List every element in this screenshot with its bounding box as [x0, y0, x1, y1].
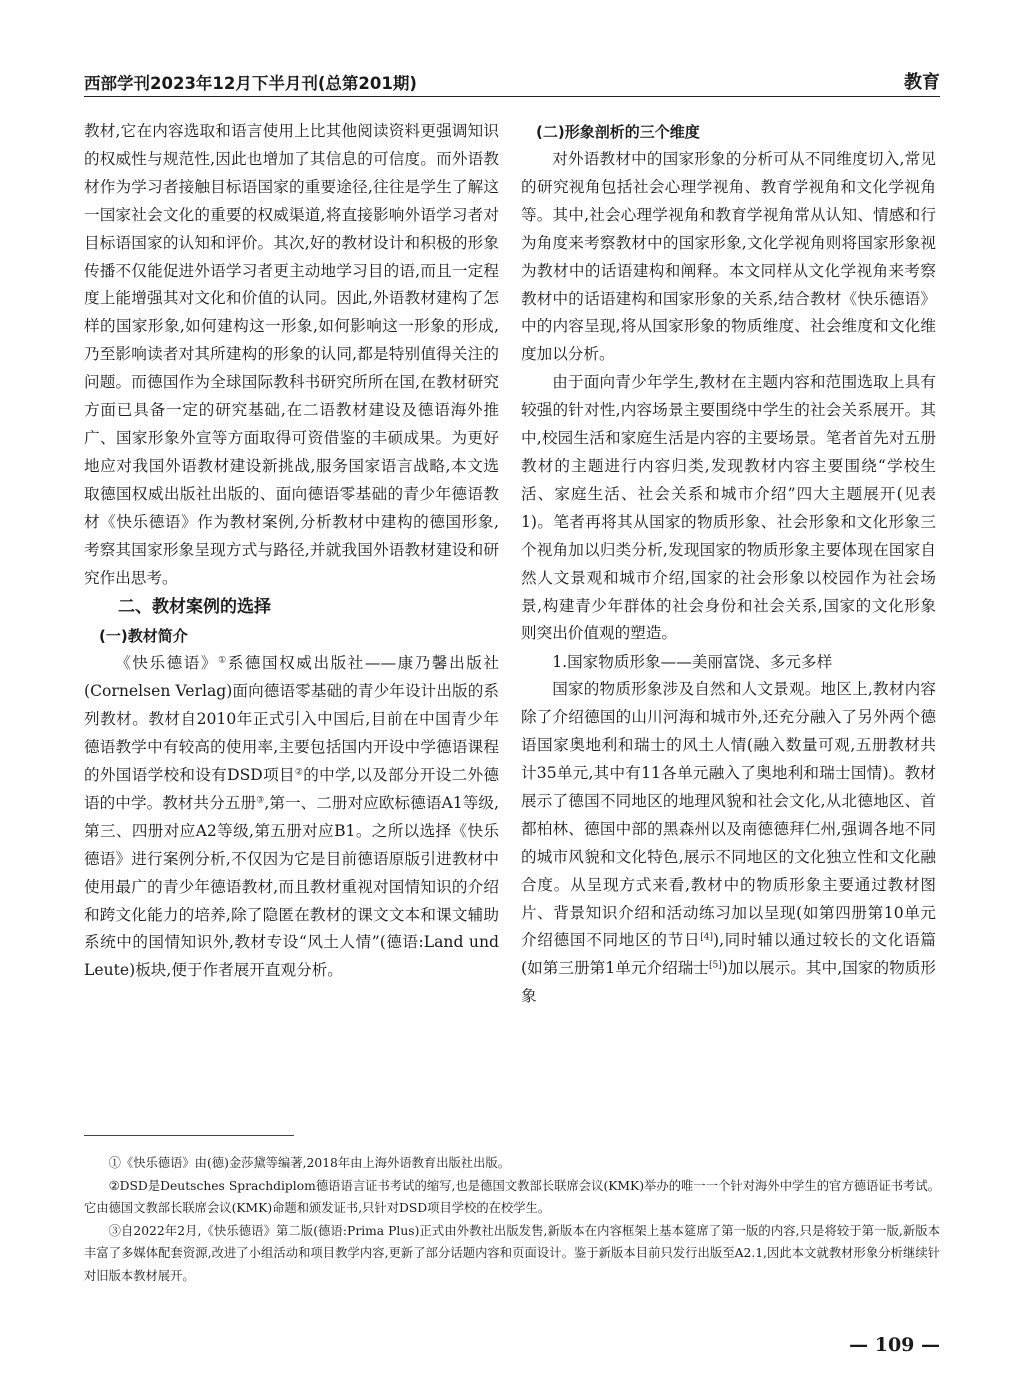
text-span: 《快乐德语》	[115, 654, 219, 673]
subsection-heading: (一)教材简介	[99, 627, 188, 646]
footnote-ref-3: ③	[256, 795, 265, 806]
paragraph	[521, 676, 936, 1011]
paragraph: 由于面向青少年学生,教材在主题内容和范围选取上具有较强的针对性,内容场景主要围绕中学生的社会关系展开。其中,校园生活和家庭生活是内容的主要场景。笔者首先对五册教材的主题进行内容归类,发现教材内容主要围绕“学校生活、家庭生活、社会关系和城市介绍”四大主题展开(见表1)。笔者再将其从国家的物质形象、社会形象和文化形象三个视角加以归类分析,发现国家的物质形象主要体现在国家自然人文景观和城市介绍,国家的社会形象以校园作为社会场景,构建青少年群体的社会身份和社会关系,国家的文化形象则突出价值观的塑造。	[521, 373, 936, 643]
header-rule	[84, 96, 940, 97]
paragraph-continued: 教材,它在内容选取和语言使用上比其他阅读资料更强调知识的权威性与规范性,因此也增加了其信息的可信度。而外语教材作为学习者接触目标语国家的重要途径,往往是学生了解这一国家社会文化的重要的权威渠道,将直接影响外语学习者对目标语国家的认知和评价。其次,好的教材设计和积极的形象传播不仅能促进外语学习者更主动地学习目的语,而且一定程度上能增强其对文化和价值的认同。因此,外语教材建构了怎样的国家形象,如何建构这一形象,如何影响这一形象的形成,乃至影响读者对其所建构的形象的认同,都是特别值得关注的问题。而德国作为全球国际教科书研究所所在国,在教材研究方面已具备一定的研究基础,在二语教材建设及德语海外推广、国家形象外宣等方面取得可资借鉴的丰硕成果。为更好地应对我国外语教材建设新挑战,服务国家语言战略,本文选取德国权威出版社出版的、面向德语零基础的青少年德语教材《快乐德语》作为教材案例,分析教材中建构的德国形象,考察其国家形象呈现方式与路径,并就我国外语教材建设和研究作出思考。	[84, 122, 499, 587]
footnotes	[84, 1152, 940, 1287]
text-span: 系德国权威出版社——康乃馨出版社(Cornelsen Verlag)面向德语零基础的青少年设计出版的系列教材。教材自2010年正式引入中国后,目前在中国青少年德语教学中有较高的使用率,主要包括国内开设中学德语课程的外国语学校和设有DSD项目	[84, 654, 499, 785]
text-span: )加以展示。其中,国家的物质形象	[521, 959, 936, 1006]
text-span: ,第一、二册对应欧标德语A1等级,第三、四册对应A2等级,第五册对应B1。之所以选择《快乐德语》进行案例分析,不仅因为它是目前德语原版引进教材中使用最广的青少年德语教材,而且教材重视对国情知识的介绍和跨文化能力的培养,除了隐匿在教材的课文文本和课文辅助系统中的国情知识外,教材专设“风土人情”(德语:Land und Leute)板块,便于作者展开直观分析。	[84, 793, 499, 980]
footnote-ref-2: ②	[294, 767, 304, 778]
left-column	[84, 118, 499, 985]
subsection-heading: (二)形象剖析的三个维度	[536, 123, 700, 141]
footnote: ①《快乐德语》由(德)金莎黛等编著,2018年由上海外语教育出版社出版。	[108, 1156, 511, 1170]
footnote-ref-1: ①	[218, 656, 228, 667]
section-label: 教育	[904, 72, 940, 93]
text-span: 的中学,以及部分开设二外德语的中学。教材共分五册	[84, 766, 499, 812]
footnote: ②DSD是Deutsches Sprachdiplom德语语言证书考试的缩写,也是德国文教部长联席会议(KMK)举办的唯一一个针对海外中学生的官方德语证书考试。它由德国文教部长联席会议(KMK)命题和颁发证书,只针对DSD项目学校的在校学生。	[84, 1178, 940, 1215]
textbook-intro-paragraph	[84, 650, 499, 985]
sub-subsection-heading: 1.国家物质形象——美丽富饶、多元多样	[552, 653, 833, 672]
text-span: ),同时辅以通过较长的文化语篇(如第三册第1单元介绍瑞士	[521, 931, 936, 978]
journal-title: 西部学刊2023年12月下半月刊(总第201期)	[84, 74, 417, 93]
page-number: — 109 —	[849, 1334, 940, 1356]
paragraph: 对外语教材中的国家形象的分析可从不同维度切入,常见的研究视角包括社会心理学视角、教育学视角和文化学视角等。其中,社会心理学视角和教育学视角常从认知、情感和行为角度来考察教材中的国家形象,文化学视角则将国家形象视为教材中的话语建构和阐释。本文同样从文化学视角来考察教材中的话语建构和国家形象的关系,结合教材《快乐德语》中的内容呈现,将从国家形象的物质维度、社会维度和文化维度加以分析。	[521, 150, 936, 364]
citation-ref-4: [4]	[700, 933, 714, 944]
footnote: ③自2022年2月,《快乐德语》第二版(德语:Prima Plus)正式由外教社出版发售,新版本在内容框架上基本筵席了第一版的内容,只是将较于第一版,新版本丰富了多媒体配套资源,改进了小组活动和项目教学内容,更新了部分话题内容和页面设计。鉴于新版本目前只发行出版至A2.1,因此本文就教材形象分析继续针对旧版本教材展开。	[84, 1223, 940, 1283]
footnote-rule	[84, 1135, 294, 1136]
citation-ref-5: [5]	[709, 960, 722, 971]
right-column	[521, 118, 936, 1011]
text-span: 国家的物质形象涉及自然和人文景观。地区上,教材内容除了介绍德国的山川河海和城市外,还充分融入了另外两个德语国家奥地利和瑞士的风土人情(融入数量可观,五册教材共计35单元,其中有11各单元融入了奥地利和瑞士国情)。教材展示了德国不同地区的地理风貌和社会文化,从北德地区、首都柏林、德国中部的黑森州以及南德德拜仁州,强调各地不同的城市风貌和文化特色,展示不同地区的文化独立性和文化融合度。从呈现方式来看,教材中的物质形象主要通过教材图片、背景知识介绍和活动练习加以呈现(如第四册第10单元介绍德国不同地区的节日	[521, 680, 936, 950]
section-heading: 二、教材案例的选择	[118, 597, 271, 618]
running-header	[84, 64, 940, 100]
